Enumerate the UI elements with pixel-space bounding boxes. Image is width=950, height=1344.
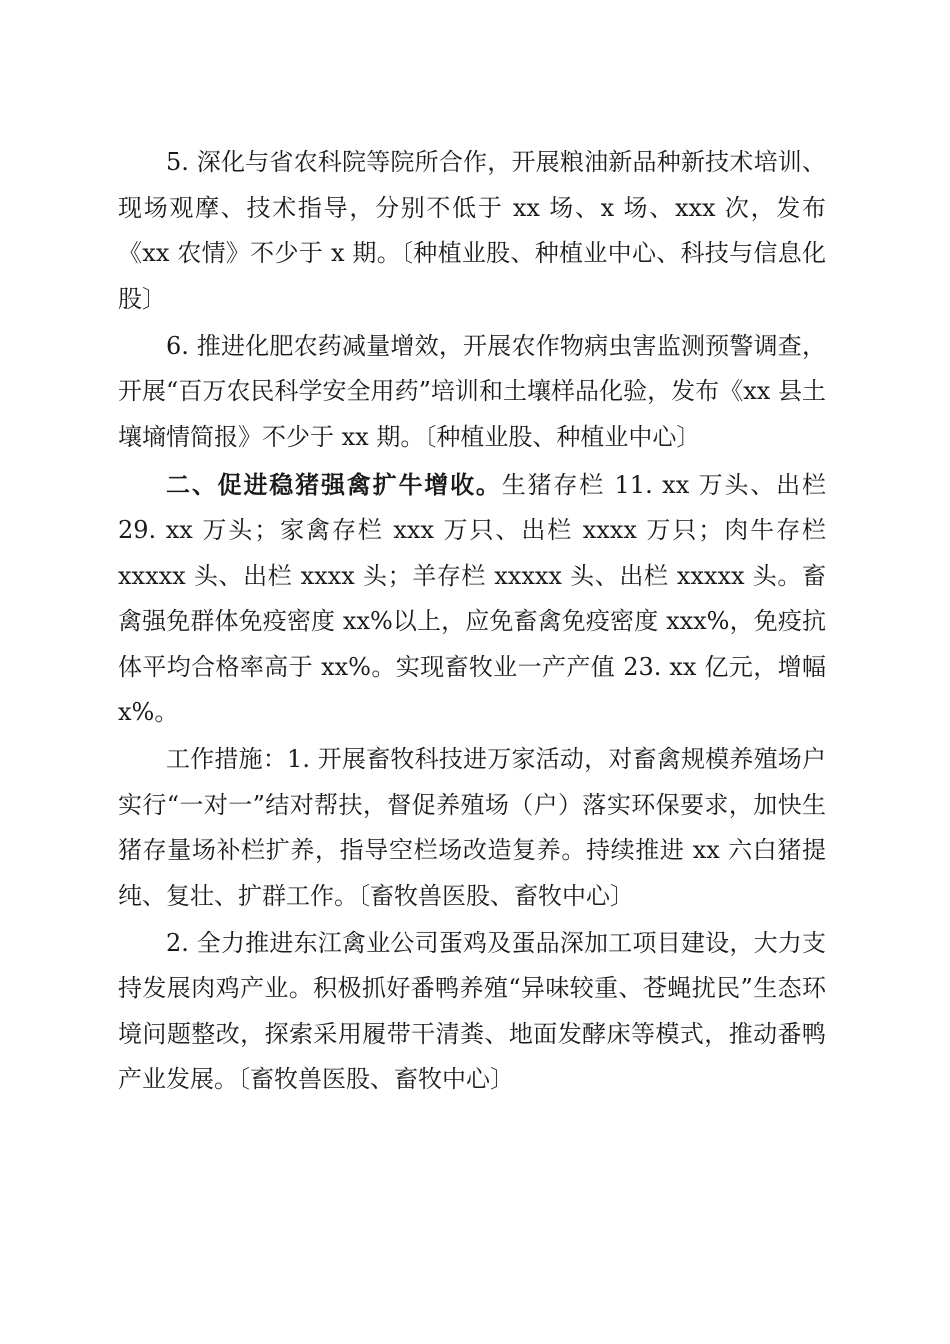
paragraph-text: 5. 深化与省农科院等院所合作，开展粮油新品种新技术培训、现场观摩、技术指导，分别不低于 xx 场、x 场、xxx 次，发布《xx 农情》不少于 x 期。〔种植业股、种植业中心、科技与信息化股〕 [118,148,826,313]
document-body [118,140,826,1104]
section-heading: 二、促进稳猪强禽扩牛增收。 [166,469,502,499]
section-2-livestock-targets [118,462,826,736]
paragraph-6-fertilizer-reduction [118,324,826,461]
paragraph-5-seed-training [118,140,826,322]
paragraph-text: 2. 全力推进东江禽业公司蛋鸡及蛋品深加工项目建设，大力支持发展肉鸡产业。积极抓好番鸭养殖“异味较重、苍蝇扰民”生态环境问题整改，探索采用履带干清粪、地面发酵床等模式，推动番鸭产业发展。〔畜牧兽医股、畜牧中心〕 [118,928,826,1093]
paragraph-work-measures-1 [118,737,826,919]
paragraph-text: 生猪存栏 11. xx 万头、出栏 29. xx 万头；家禽存栏 xxx 万只、出栏 xxxx 万只；肉牛存栏 xxxxx 头、出栏 xxxx 头；羊存栏 xxxxx 头、出栏 xxxxx 头。畜禽强免群体免疫密度 xx%以上，应免畜禽免疫密度 xxx%，免疫抗体平均合格率高于 xx%。实现畜牧业一产产值 23. xx 亿元，增幅 x%。 [118,470,826,726]
paragraph-text: 6. 推进化肥农药减量增效，开展农作物病虫害监测预警调查，开展“百万农民科学安全用药”培训和土壤样品化验，发布《xx 县土壤墒情简报》不少于 xx 期。〔种植业股、种植业中心〕 [118,331,826,451]
paragraph-work-measures-2 [118,921,826,1103]
paragraph-text: 工作措施：1. 开展畜牧科技进万家活动，对畜禽规模养殖场户实行“一对一”结对帮扶，督促养殖场（户）落实环保要求，加快生猪存量场补栏扩养，指导空栏场改造复养。持续推进 xx 六白猪提纯、复壮、扩群工作。〔畜牧兽医股、畜牧中心〕 [118,745,826,910]
